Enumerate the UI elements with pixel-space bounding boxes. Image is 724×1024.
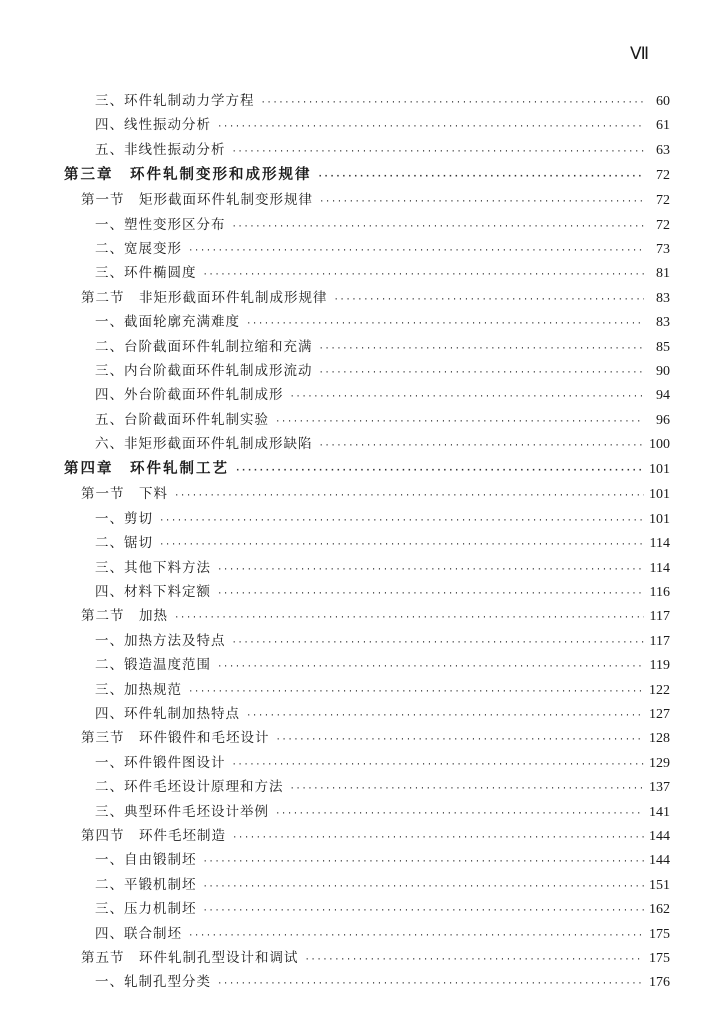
table-of-contents (64, 89, 670, 995)
toc-entry-title: 六、非矩形截面环件轧制成形缺陷 (95, 436, 313, 453)
toc-chapter-row (64, 456, 670, 482)
toc-entry-page: 137 (649, 780, 670, 796)
dot-leader (188, 239, 644, 263)
toc-section-row (64, 946, 670, 970)
toc-entry-page: 176 (649, 975, 670, 991)
dot-leader (174, 606, 644, 630)
toc-item-row (64, 970, 670, 994)
toc-item-row (64, 848, 670, 872)
toc-item-row (64, 213, 670, 237)
toc-entry-title: 五、非线性振动分析 (95, 141, 226, 158)
toc-entry-page: 101 (649, 511, 670, 527)
toc-entry-title: 三、环件轧制动力学方程 (95, 93, 255, 109)
dot-leader (318, 164, 645, 190)
toc-section-row (64, 726, 670, 750)
toc-section-row (64, 604, 670, 628)
toc-entry-page: 83 (656, 315, 670, 331)
toc-entry-page: 83 (656, 290, 670, 306)
toc-entry-title: 三、其他下料方法 (95, 559, 211, 576)
toc-item-row (64, 556, 670, 580)
toc-item-row (64, 261, 670, 285)
toc-section-row (64, 482, 670, 506)
toc-entry-page: 72 (656, 168, 670, 184)
dot-leader (232, 826, 644, 850)
toc-section-row (64, 286, 670, 310)
toc-item-row (64, 629, 670, 653)
dot-leader (319, 434, 645, 458)
toc-entry-page: 122 (649, 682, 670, 698)
toc-entry-title: 二、锯切 (95, 535, 153, 552)
toc-item-row (64, 531, 670, 555)
dot-leader (203, 899, 645, 923)
dot-leader (261, 91, 645, 115)
toc-item-row (64, 359, 670, 383)
toc-entry-page: 100 (649, 437, 670, 453)
toc-item-row (64, 775, 670, 799)
dot-leader (275, 802, 644, 826)
toc-entry-title: 第二节 加热 (81, 608, 168, 625)
toc-entry-page: 162 (649, 902, 670, 918)
dot-leader (232, 631, 645, 655)
toc-item-row (64, 383, 670, 407)
toc-item-row (64, 922, 670, 946)
toc-entry-title: 五、台阶截面环件轧制实验 (95, 411, 269, 428)
toc-entry-title: 四、材料下料定额 (95, 584, 211, 601)
page-number: Ⅶ (629, 44, 650, 63)
toc-entry-page: 72 (656, 193, 670, 209)
dot-leader (217, 972, 644, 996)
dot-leader (290, 777, 645, 801)
toc-entry-page: 175 (649, 950, 670, 966)
toc-entry-page: 85 (656, 339, 670, 355)
dot-leader (217, 558, 644, 582)
toc-entry-title: 一、自由锻制坯 (95, 852, 197, 869)
dot-leader (232, 215, 645, 239)
toc-entry-title: 一、环件锻件图设计 (95, 754, 226, 771)
toc-entry-page: 144 (649, 853, 670, 869)
toc-entry-page: 73 (656, 241, 670, 257)
dot-leader (290, 385, 645, 409)
toc-entry-page: 119 (649, 658, 670, 674)
toc-item-row (64, 800, 670, 824)
toc-entry-page: 72 (656, 217, 670, 233)
toc-item-row (64, 89, 670, 113)
toc-entry-title: 三、环件椭圆度 (95, 265, 197, 282)
dot-leader (232, 140, 645, 164)
toc-entry-title: 第五节 环件轧制孔型设计和调试 (81, 949, 299, 966)
toc-entry-title: 三、典型环件毛坯设计举例 (95, 803, 269, 820)
toc-item-row (64, 580, 670, 604)
dot-leader (188, 680, 644, 704)
toc-entry-title: 第一节 矩形截面环件轧制变形规律 (81, 192, 313, 209)
toc-entry-page: 63 (656, 142, 670, 158)
dot-leader (217, 115, 644, 139)
toc-entry-page: 151 (649, 877, 670, 893)
toc-entry-page: 94 (656, 388, 670, 404)
toc-entry-title: 二、台阶截面环件轧制拉缩和充满 (95, 338, 313, 355)
toc-entry-title: 一、轧制孔型分类 (95, 974, 211, 991)
toc-entry-title: 二、宽展变形 (95, 240, 182, 257)
dot-leader (159, 509, 644, 533)
toc-entry-page: 61 (656, 118, 670, 134)
dot-leader (275, 410, 644, 434)
dot-leader (246, 704, 644, 728)
toc-item-row (64, 432, 670, 456)
toc-entry-page: 101 (649, 487, 670, 503)
toc-item-row (64, 678, 670, 702)
toc-entry-title: 四、外台阶截面环件轧制成形 (95, 387, 284, 404)
toc-item-row (64, 113, 670, 137)
toc-entry-page: 114 (649, 560, 670, 576)
toc-entry-page: 90 (656, 363, 670, 379)
toc-entry-title: 四、线性振动分析 (95, 117, 211, 134)
toc-entry-title: 第四章 环件轧制工艺 (64, 461, 229, 478)
toc-entry-page: 127 (649, 706, 670, 722)
toc-item-row (64, 653, 670, 677)
toc-item-row (64, 237, 670, 261)
toc-entry-page: 96 (656, 412, 670, 428)
toc-entry-page: 141 (649, 804, 670, 820)
toc-entry-title: 三、加热规范 (95, 681, 182, 698)
toc-item-row (64, 751, 670, 775)
toc-item-row (64, 335, 670, 359)
toc-entry-title: 四、环件轧制加热特点 (95, 705, 240, 722)
toc-entry-title: 一、截面轮廓充满难度 (95, 314, 240, 331)
toc-entry-page: 117 (649, 609, 670, 625)
toc-entry-title: 一、剪切 (95, 510, 153, 527)
dot-leader (174, 484, 644, 508)
toc-entry-page: 144 (649, 828, 670, 844)
toc-entry-title: 二、平锻机制坯 (95, 876, 197, 893)
toc-entry-page: 60 (656, 94, 670, 109)
dot-leader (319, 337, 645, 361)
dot-leader (246, 312, 644, 336)
toc-item-row (64, 702, 670, 726)
toc-section-row (64, 824, 670, 848)
toc-entry-page: 81 (656, 266, 670, 282)
dot-leader (203, 850, 645, 874)
toc-entry-title: 三、内台阶截面环件轧制成形流动 (95, 362, 313, 379)
dot-leader (217, 655, 644, 679)
dot-leader (217, 582, 644, 606)
dot-leader (188, 924, 644, 948)
toc-entry-page: 101 (649, 462, 670, 478)
toc-entry-title: 二、环件毛坯设计原理和方法 (95, 779, 284, 796)
toc-item-row (64, 408, 670, 432)
dot-leader (276, 728, 645, 752)
dot-leader (319, 190, 644, 214)
toc-entry-title: 二、锻造温度范围 (95, 657, 211, 674)
toc-entry-page: 175 (649, 926, 670, 942)
toc-item-row (64, 310, 670, 334)
toc-chapter-row (64, 162, 670, 188)
toc-entry-page: 117 (649, 633, 670, 649)
toc-entry-title: 四、联合制坯 (95, 925, 182, 942)
dot-leader (334, 288, 645, 312)
toc-item-row (64, 873, 670, 897)
toc-entry-page: 129 (649, 755, 670, 771)
dot-leader (305, 948, 645, 972)
toc-item-row (64, 507, 670, 531)
toc-entry-title: 第三章 环件轧制变形和成形规律 (64, 167, 312, 184)
toc-entry-page: 114 (649, 536, 670, 552)
toc-entry-page: 116 (649, 585, 670, 601)
dot-leader (232, 753, 645, 777)
toc-entry-title: 三、压力机制坯 (95, 901, 197, 918)
toc-item-row (64, 897, 670, 921)
toc-item-row (64, 138, 670, 162)
toc-entry-title: 第四节 环件毛坯制造 (81, 827, 226, 844)
dot-leader (159, 533, 644, 557)
toc-entry-title: 第二节 非矩形截面环件轧制成形规律 (81, 289, 328, 306)
toc-entry-title: 一、塑性变形区分布 (95, 216, 226, 233)
dot-leader (203, 875, 645, 899)
toc-section-row (64, 188, 670, 212)
dot-leader (203, 263, 645, 287)
dot-leader (235, 458, 644, 484)
toc-entry-title: 一、加热方法及特点 (95, 632, 226, 649)
toc-entry-title: 第三节 环件锻件和毛坯设计 (81, 730, 270, 747)
toc-entry-page: 128 (649, 731, 670, 747)
toc-entry-title: 第一节 下料 (81, 486, 168, 503)
dot-leader (319, 361, 645, 385)
